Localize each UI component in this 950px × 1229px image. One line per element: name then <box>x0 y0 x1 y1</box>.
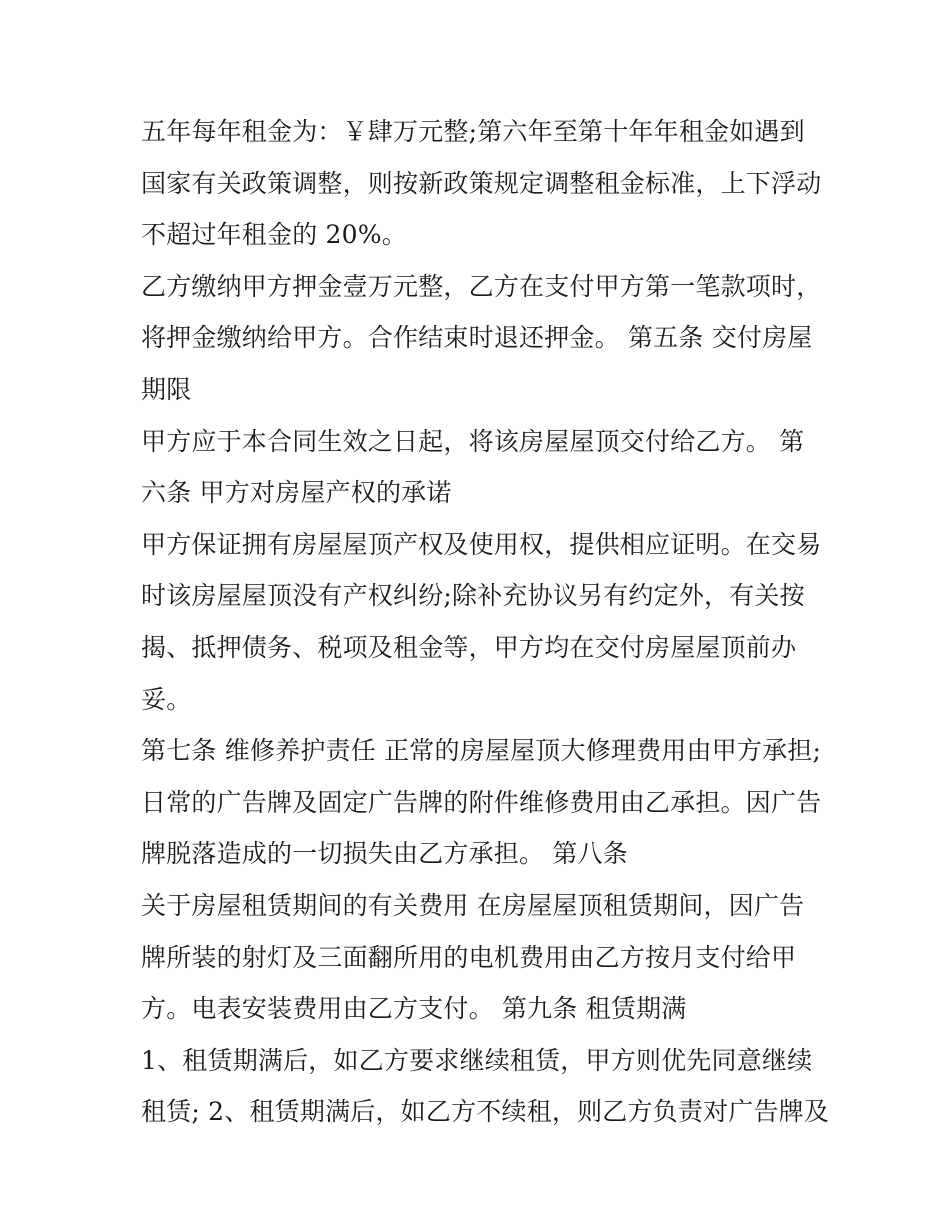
document-body <box>141 106 831 1138</box>
text-line: 甲方应于本合同生效之日起，将该房屋屋顶交付给乙方。 第 <box>141 426 805 456</box>
text-line: 关于房屋租赁期间的有关费用 在房屋屋顶租赁期间，因广告 <box>141 890 805 920</box>
text-line: 第七条 维修养护责任 正常的房屋屋顶大修理费用由甲方承担; <box>141 736 822 766</box>
text-line: 时该房屋屋顶没有产权纠纷;除补充协议另有约定外，有关按 <box>141 581 805 611</box>
text-line: 牌脱落造成的一切损失由乙方承担。 第八条 <box>141 839 628 869</box>
text-line: 将押金缴纳给甲方。合作结束时退还押金。 第五条 交付房屋 <box>141 323 813 353</box>
text-line: 国家有关政策调整，则按新政策规定调整租金标准，上下浮动 <box>141 168 822 198</box>
text-line: 期限 <box>141 374 192 404</box>
text-line: 六条 甲方对房屋产权的承诺 <box>141 478 452 508</box>
text-line: 日常的广告牌及固定广告牌的附件维修费用由乙承担。因广告 <box>141 787 822 817</box>
text-line: 不超过年租金的 20%。 <box>141 220 407 250</box>
text-line: 牌所装的射灯及三面翻所用的电机费用由乙方按月支付给甲 <box>141 942 797 972</box>
text-line: 方。电表安装费用由乙方支付。 第九条 租赁期满 <box>141 994 687 1024</box>
text-line: 乙方缴纳甲方押金壹万元整，乙方在支付甲方第一笔款项时， <box>141 271 822 301</box>
text-line: 租赁; 2、租赁期满后，如乙方不续租，则乙方负责对广告牌及 <box>141 1097 830 1127</box>
text-line: 妥。 <box>141 684 192 714</box>
text-line: 五年每年租金为：￥肆万元整;第六年至第十年年租金如遇到 <box>141 117 805 146</box>
text-line: 揭、抵押债务、税项及租金等，甲方均在交付房屋屋顶前办 <box>141 632 797 662</box>
text-line: 甲方保证拥有房屋屋顶产权及使用权，提供相应证明。在交易 <box>141 529 822 559</box>
text-line: 1、租赁期满后，如乙方要求继续租赁，甲方则优先同意继续 <box>141 1045 813 1075</box>
